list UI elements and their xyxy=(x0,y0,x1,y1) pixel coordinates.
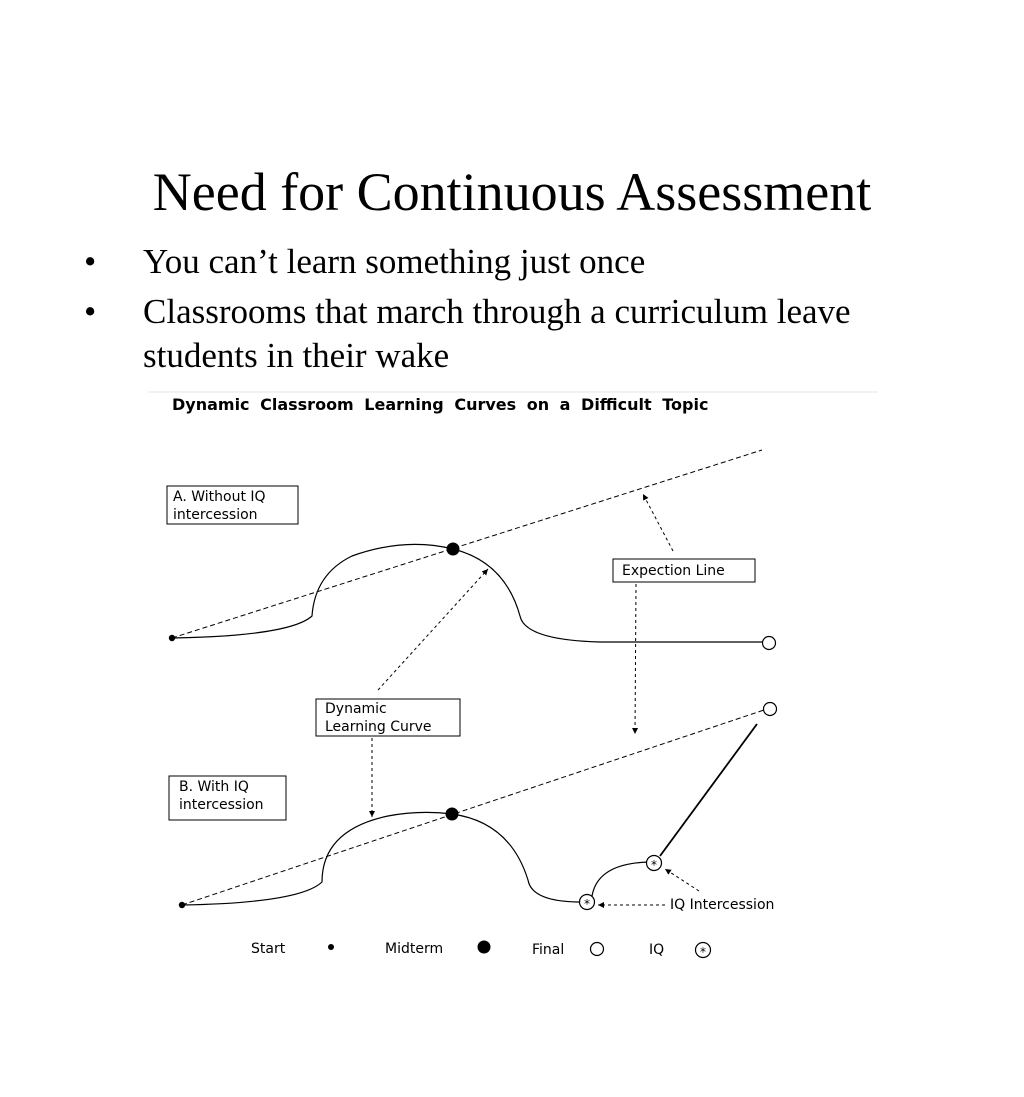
panel-b-learning-curve xyxy=(182,812,586,905)
bullet-text: Classrooms that march through a curriculum leave students in their wake xyxy=(143,292,851,375)
panel-b-label-line1: B. With IQ xyxy=(179,779,249,795)
iq-marker-symbol: * xyxy=(584,897,590,911)
slide-title: Need for Continuous Assessment xyxy=(152,162,872,222)
expectation-label: Expection Line xyxy=(622,563,725,579)
figure-title: Dynamic Classroom Learning Curves on a Difficult Topic xyxy=(172,395,709,414)
panel-a-label xyxy=(173,489,270,523)
panel-b-iq-rise-line xyxy=(660,724,757,856)
panel-a-final-marker xyxy=(763,637,776,650)
legend-final-icon xyxy=(591,943,604,956)
iq-marker-symbol: * xyxy=(651,858,657,872)
panel-b-midterm-marker xyxy=(446,808,459,821)
iq-marker-first xyxy=(580,895,595,912)
legend-iq-symbol: * xyxy=(700,945,706,959)
panel-b-label-line2: intercession xyxy=(179,797,264,813)
curve-label-line2: Learning Curve xyxy=(325,719,432,735)
legend-iq-icon xyxy=(696,943,711,960)
iq-intercession-label: IQ Intercession xyxy=(670,897,775,913)
curve-pointer-up xyxy=(378,569,488,690)
bullet-text: You can’t learn something just once xyxy=(143,242,646,281)
bullet-marker: • xyxy=(84,292,97,331)
expectation-pointer-down xyxy=(635,584,636,734)
curve-label xyxy=(325,701,432,735)
panel-b-iq-recovery-curve xyxy=(592,862,653,896)
panel-a-midterm-marker xyxy=(447,543,460,556)
legend-midterm-icon xyxy=(478,941,491,954)
expectation-pointer-up xyxy=(643,494,673,551)
iq-marker-second xyxy=(647,856,662,873)
panel-b-start-marker xyxy=(179,902,185,908)
curve-label-line1: Dynamic xyxy=(325,701,387,717)
bullet-marker: • xyxy=(84,242,97,281)
legend-iq-label: IQ xyxy=(649,942,665,958)
legend-midterm-label: Midterm xyxy=(385,941,444,957)
legend-start-label: Start xyxy=(251,941,286,957)
legend-final-label: Final xyxy=(532,942,565,958)
legend xyxy=(251,941,711,960)
panel-b-final-marker xyxy=(764,703,777,716)
panel-b-label xyxy=(179,779,264,813)
panel-a-expectation-line xyxy=(172,450,762,638)
panel-b-expectation-line xyxy=(182,710,764,905)
legend-start-icon xyxy=(328,944,334,950)
panel-a-label-line1: A. Without IQ xyxy=(173,489,266,505)
iq-pointer-up xyxy=(665,869,699,891)
panel-a-start-marker xyxy=(169,635,175,641)
panel-a-label-line2: intercession xyxy=(173,507,258,523)
